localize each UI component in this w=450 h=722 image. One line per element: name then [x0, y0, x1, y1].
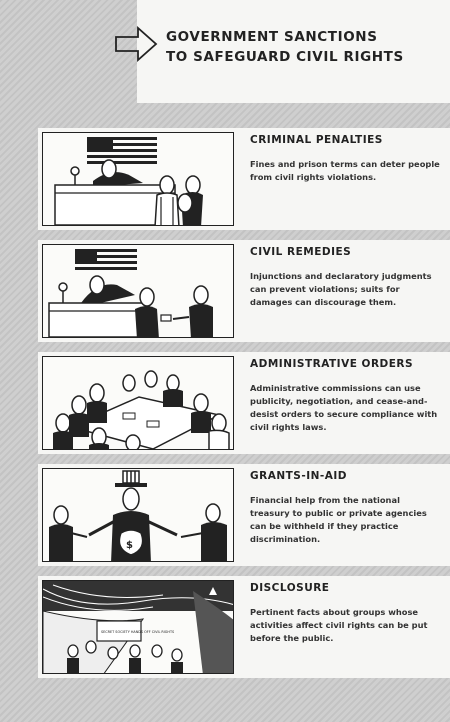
- section-grants-in-aid: [38, 464, 450, 566]
- section-description: Fines and prison terms can deter people from civil rights violations.: [250, 159, 440, 182]
- court-payment-illustration: [42, 244, 234, 338]
- commission-meeting-table-illustration: [42, 356, 234, 450]
- disclosure-sign-text: SECRET SOCIETY HANDS OFF CIVIL RIGHTS: [101, 630, 175, 634]
- section-administrative-orders: [38, 352, 450, 454]
- title-line-1: GOVERNMENT SANCTIONS: [166, 29, 378, 45]
- section-description: Financial help from the national treasury to public or private agencies can be withheld if they practice discrimination.: [250, 495, 427, 544]
- curtain-reveal-illustration: [42, 580, 234, 674]
- section-civil-remedies: [38, 240, 450, 342]
- section-description: Pertinent facts about groups whose activities affect civil rights can be put before the public.: [250, 607, 428, 643]
- svg-text:$: $: [126, 540, 133, 551]
- section-title: DISCLOSURE: [250, 582, 330, 594]
- page-title: [166, 27, 446, 67]
- uncle-sam-money-bag-illustration: [42, 468, 234, 562]
- title-line-2: TO SAFEGUARD CIVIL RIGHTS: [166, 49, 404, 65]
- section-description: Injunctions and declaratory judgments can prevent violations; suits for damages can discourage them.: [250, 271, 432, 307]
- section-title: CRIMINAL PENALTIES: [250, 134, 383, 146]
- section-title: CIVIL REMEDIES: [250, 246, 352, 258]
- courtroom-judge-defendants-illustration: [42, 132, 234, 226]
- section-title: ADMINISTRATIVE ORDERS: [250, 358, 414, 370]
- section-disclosure: [38, 576, 450, 678]
- arrow-right-icon: [114, 24, 160, 64]
- section-description: Administrative commissions can use publicity, negotiation, and cease-and-desist orders to secure compliance with civil rights laws.: [250, 383, 438, 432]
- section-criminal-penalties: [38, 128, 450, 230]
- section-title: GRANTS-IN-AID: [250, 470, 348, 482]
